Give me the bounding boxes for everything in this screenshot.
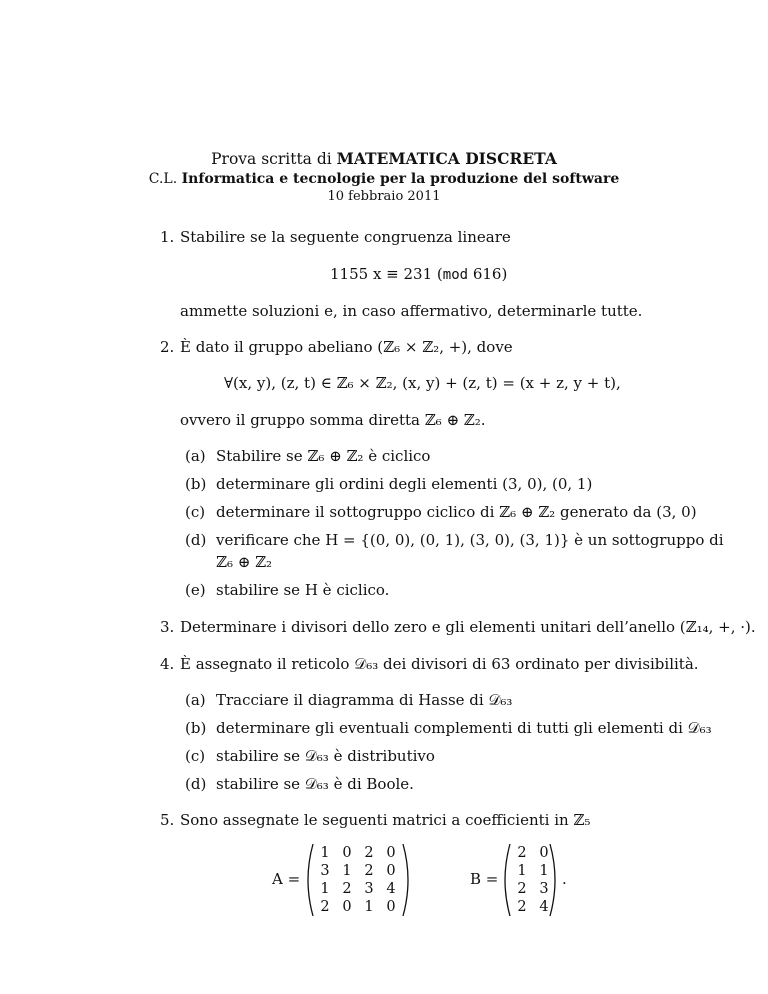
q5-text: Sono assegnate le seguenti matrici a coefficienti in ℤ₅	[180, 811, 591, 829]
matrix-a-cell: 4	[386, 881, 396, 897]
q2e-label: (e)	[185, 581, 206, 599]
course-name: C.L. Informatica e tecnologie per la produzione del software	[148, 171, 620, 187]
q4a-text: Tracciare il diagramma di Hasse di 𝒟₆₃	[216, 691, 513, 709]
matrix-b-cell: 4	[539, 899, 549, 915]
matrix-a-cell: 0	[386, 899, 396, 915]
q2d-label: (d)	[185, 531, 207, 549]
exam-title: Prova scritta di MATEMATICA DISCRETA	[211, 149, 557, 168]
matrix-a-cell: 3	[364, 881, 374, 897]
q4c-text: stabilire se 𝒟₆₃ è distributivo	[216, 747, 435, 765]
q4d-label: (d)	[185, 775, 207, 793]
matrix-a-cell: 2	[342, 881, 352, 897]
matrix-a-cell: 1	[364, 899, 374, 915]
q4-number: 4.	[160, 655, 175, 673]
q2c-text: determinare il sottogruppo ciclico di ℤ₆ ⊕ ℤ₂ generato da (3, 0)	[216, 503, 697, 521]
exam-date: 10 febbraio 2011	[327, 189, 441, 204]
q2a-text: Stabilire se ℤ₆ ⊕ ℤ₂ è ciclico	[216, 447, 431, 465]
q2-text: È dato il gruppo abeliano (ℤ₆ × ℤ₂, +), dove	[180, 338, 513, 356]
q4b-label: (b)	[185, 719, 207, 737]
matrix-b-cell: 2	[517, 845, 527, 861]
matrix-b-cell: 0	[539, 845, 549, 861]
q2c-label: (c)	[185, 503, 206, 521]
q2b-text: determinare gli ordini degli elementi (3, 0), (0, 1)	[216, 475, 593, 493]
q1-number: 1.	[160, 228, 175, 246]
matrix-b	[500, 842, 560, 918]
matrix-b-cell: 2	[517, 899, 527, 915]
matrix-b-cell: 2	[517, 881, 527, 897]
matrix-a-cell: 0	[386, 863, 396, 879]
q2-number: 2.	[160, 338, 175, 356]
matrix-a-cell: 3	[320, 863, 330, 879]
q2b-label: (b)	[185, 475, 207, 493]
q4a-label: (a)	[185, 691, 206, 709]
matrix-a-cell: 2	[364, 863, 374, 879]
matrix-a-cell: 1	[342, 863, 352, 879]
q1-text: Stabilire se la seguente congruenza lineare	[180, 228, 511, 246]
matrix-b-cell: 3	[539, 881, 549, 897]
matrix-a-cell: 2	[364, 845, 374, 861]
matrix-b-label: B =	[470, 870, 499, 888]
matrix-a-cell: 2	[320, 899, 330, 915]
q5-number: 5.	[160, 811, 175, 829]
matrix-a-cell: 0	[342, 899, 352, 915]
q2d-text: verificare che H = {(0, 0), (0, 1), (3, 0), (3, 1)} è un sottogruppo di	[216, 531, 724, 549]
matrix-a-label: A =	[272, 870, 301, 888]
q2-after: ovvero il gruppo somma diretta ℤ₆ ⊕ ℤ₂.	[180, 411, 486, 429]
matrix-b-cell: 1	[517, 863, 527, 879]
q1-formula: 1155 x ≡ 231 (mod 616)	[330, 265, 508, 283]
q2-formula: ∀(x, y), (z, t) ∈ ℤ₆ × ℤ₂, (x, y) + (z, t) = (x + z, y + t),	[224, 374, 621, 392]
q3-text: Determinare i divisori dello zero e gli elementi unitari dell’anello (ℤ₁₄, +, ·).	[180, 618, 756, 636]
q2d-text-cont: ℤ₆ ⊕ ℤ₂	[216, 553, 273, 571]
q1-after: ammette soluzioni e, in caso affermativo, determinarle tutte.	[180, 302, 643, 320]
q4d-text: stabilire se 𝒟₆₃ è di Boole.	[216, 775, 414, 793]
q3-number: 3.	[160, 618, 175, 636]
matrix-a-cell: 0	[342, 845, 352, 861]
q4c-label: (c)	[185, 747, 206, 765]
matrix-b-cell: 1	[539, 863, 549, 879]
q4b-text: determinare gli eventuali complementi di tutti gli elementi di 𝒟₆₃	[216, 719, 712, 737]
matrix-a-cell: 1	[320, 845, 330, 861]
matrix-a-cell: 1	[320, 881, 330, 897]
final-period: .	[562, 870, 567, 888]
exam-header	[0, 148, 768, 206]
matrix-a	[303, 842, 413, 918]
q2e-text: stabilire se H è ciclico.	[216, 581, 390, 599]
q2a-label: (a)	[185, 447, 206, 465]
q4-text: È assegnato il reticolo 𝒟₆₃ dei divisori di 63 ordinato per divisibilità.	[180, 655, 699, 673]
matrix-a-cell: 0	[386, 845, 396, 861]
